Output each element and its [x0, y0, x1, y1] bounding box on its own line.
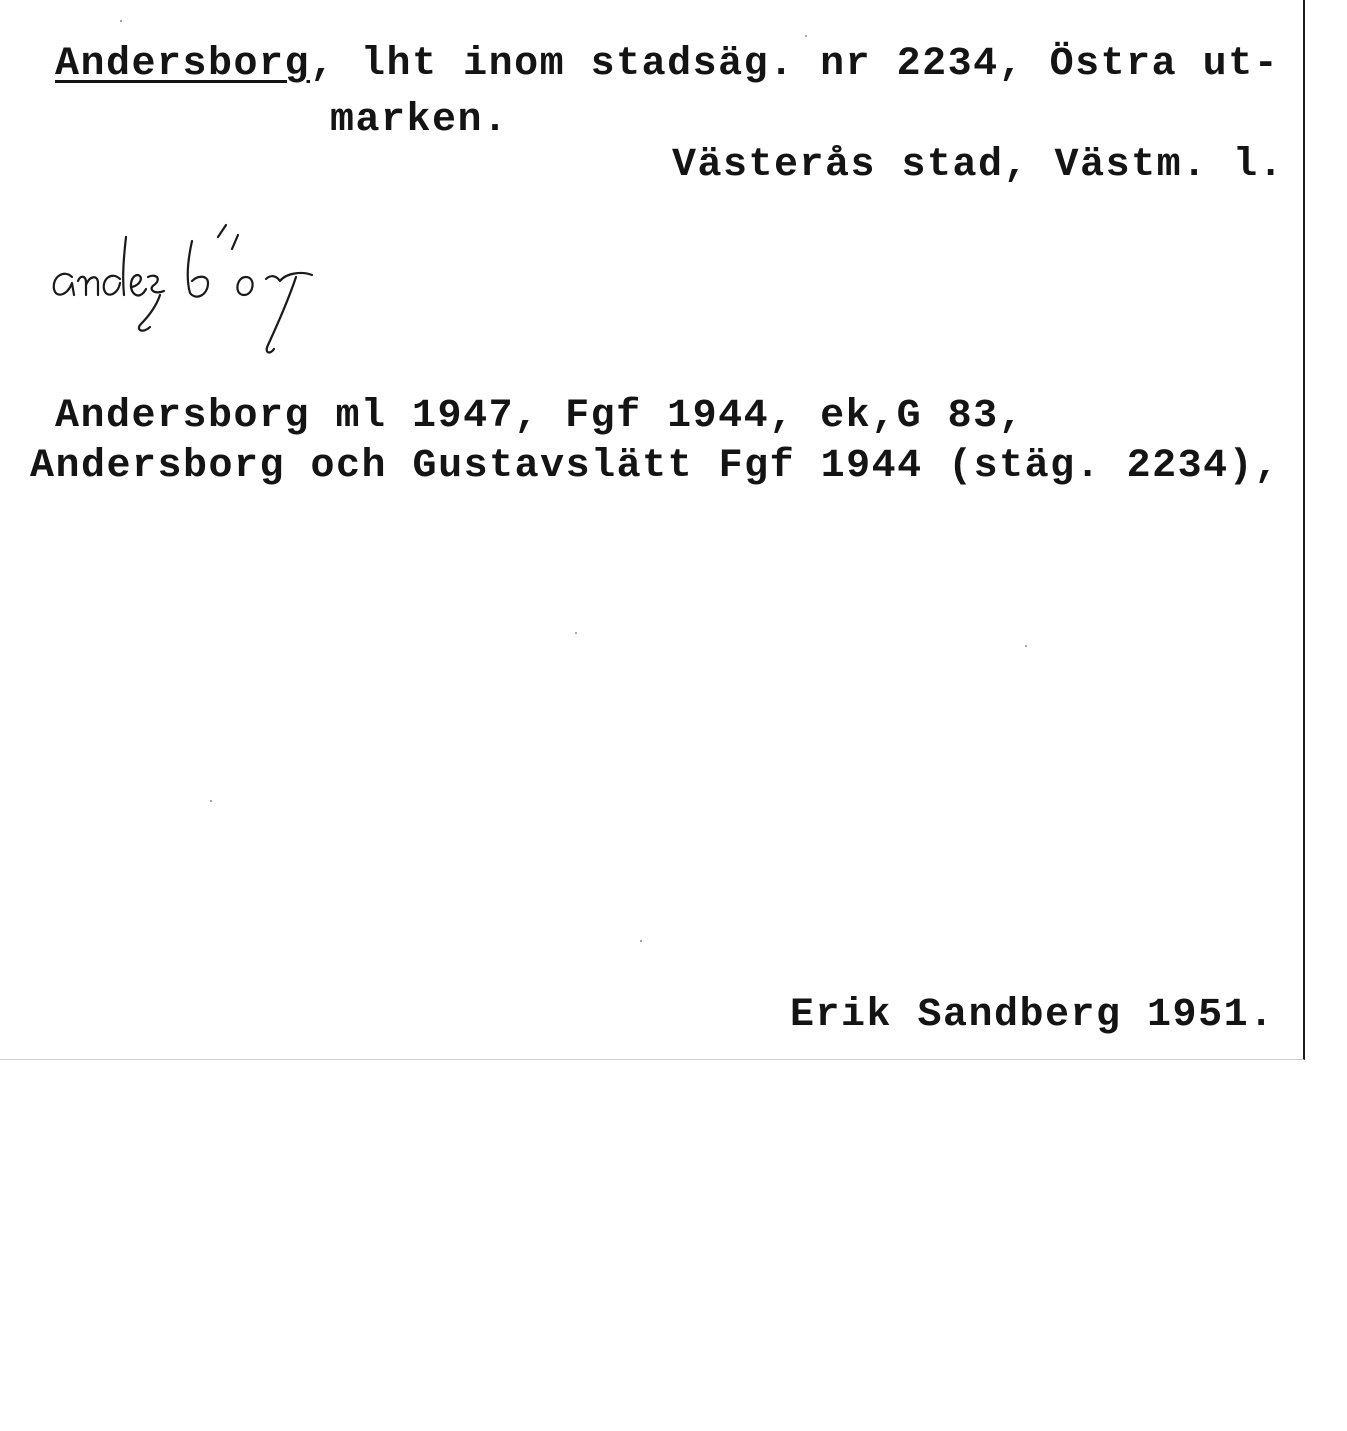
- handwritten-note-text: andesbörj: [40, 215, 46, 216]
- heading-line-1: [55, 42, 1280, 87]
- handwritten-note: [40, 215, 460, 365]
- paper-speck: [805, 35, 807, 37]
- paper-speck: [575, 632, 577, 634]
- heading-line-2: marken.: [330, 98, 509, 143]
- paper-speck: [1025, 645, 1027, 647]
- signature: Erik Sandberg 1951.: [790, 993, 1275, 1038]
- paper-speck: [640, 940, 642, 942]
- heading-line-1-rest: , lht inom stadsäg. nr 2234, Östra ut-: [310, 42, 1280, 87]
- headword: Andersborg: [55, 42, 311, 87]
- source-line-2: Andersborg och Gustavslätt Fgf 1944 (stäg. 2234),: [30, 444, 1280, 489]
- location-line: Västerås stad, Västm. l.: [672, 143, 1285, 188]
- paper-speck: [120, 20, 122, 22]
- paper-speck: [210, 800, 212, 802]
- source-line-1: Andersborg ml 1947, Fgf 1944, ek,G 83,: [55, 394, 1025, 439]
